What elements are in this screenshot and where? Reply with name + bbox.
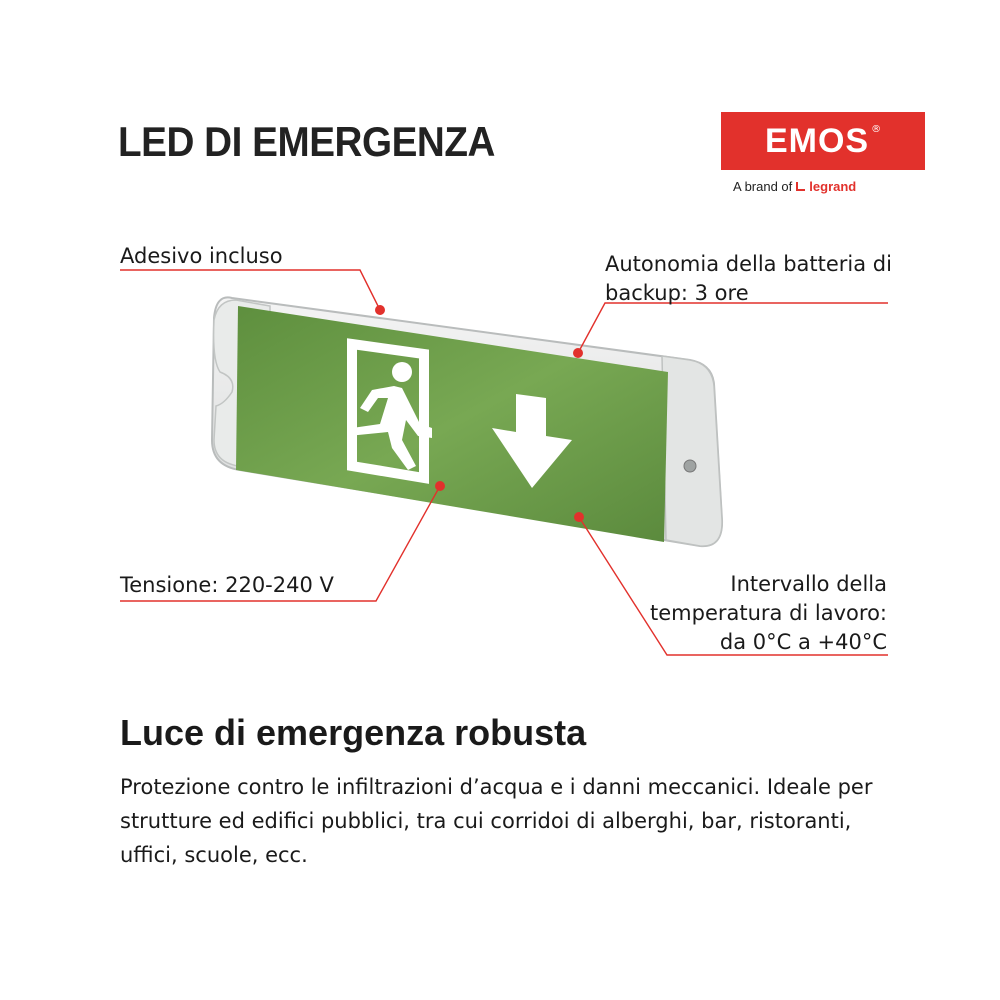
callout-battery-line2: backup: 3 ore — [605, 281, 749, 305]
callout-line-battery — [578, 303, 888, 353]
section-heading: Luce di emergenza robusta — [120, 712, 587, 753]
callout-dot-adhesive — [375, 305, 385, 315]
callout-temp-line3: da 0°C a +40°C — [719, 630, 887, 654]
callout-battery-line1: Autonomia della batteria di — [605, 252, 892, 276]
section-body: Protezione contro le infiltrazioni d’acqua e i danni meccanici. Ideale per strutture ed edifici pubblici, tra cui corridoi di alberghi, bar, ristoranti, uffici, scuole, ecc. — [120, 775, 873, 867]
callout-battery — [605, 250, 892, 308]
callout-temp-line2: temperatura di lavoro: — [650, 601, 887, 625]
callout-dot-voltage — [435, 481, 445, 491]
registered-mark: ® — [871, 123, 882, 135]
callout-adhesive: Adesivo incluso — [120, 244, 283, 268]
exit-sign-face — [236, 306, 668, 542]
page-title: LED DI EMERGENZA — [118, 118, 495, 165]
callout-dot-battery — [573, 348, 583, 358]
callout-dot-temperature — [574, 512, 584, 522]
callout-temperature — [650, 570, 887, 657]
callout-temp-line1: Intervallo della — [730, 572, 887, 596]
legrand-name: legrand — [809, 179, 857, 194]
brand-tagline-prefix: A brand of — [733, 179, 793, 194]
callout-voltage: Tensione: 220-240 V — [120, 573, 334, 597]
brand-name: EMOS — [764, 121, 870, 160]
